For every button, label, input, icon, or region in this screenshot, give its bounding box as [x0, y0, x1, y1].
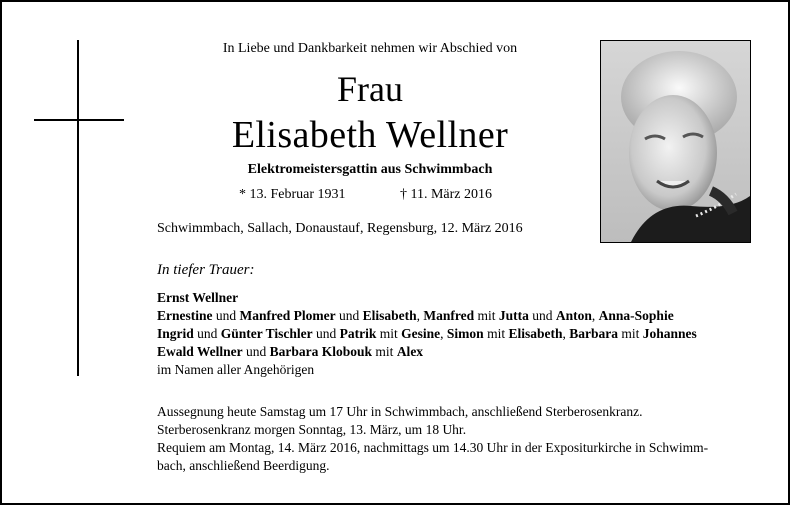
mourner-name: Manfred Plomer — [239, 308, 336, 323]
connector: und — [242, 344, 270, 359]
connector: mit — [372, 344, 397, 359]
death-date: † 11. März 2016 — [400, 187, 493, 202]
ceremony-line: bach, anschließend Beerdigung. — [157, 458, 330, 473]
connector: mit — [376, 326, 402, 341]
mourner-name: Simon — [446, 326, 484, 341]
connector: und — [193, 326, 221, 341]
mourner-name: Günter Tischler — [220, 326, 313, 341]
connector: und — [335, 308, 363, 323]
mourner-name: Elisabeth — [362, 308, 417, 323]
cross-vertical-bar — [77, 40, 79, 376]
connector: mit — [617, 326, 643, 341]
mourner-name: Barbara Klobouk — [269, 344, 373, 359]
birth-date: * 13. Februar 1931 — [239, 187, 346, 202]
salutation: Frau — [337, 69, 403, 109]
deceased-name: Elisabeth Wellner — [231, 114, 509, 156]
intro-text: In Liebe und Dankbarkeit nehmen wir Abschied von — [222, 41, 518, 56]
mourning-label: In tiefer Trauer: — [157, 262, 255, 278]
mourner-name: Alex — [396, 344, 424, 359]
mourner-name: Ernestine — [157, 308, 213, 323]
connector: und — [212, 308, 240, 323]
mourner-name: Johannes — [642, 326, 697, 341]
connector: und — [312, 326, 340, 341]
connector: mit — [483, 326, 509, 341]
connector: , — [440, 326, 447, 341]
places-and-date: Schwimmbach, Sallach, Donaustauf, Regensburg, 12. März 2016 — [157, 221, 523, 236]
mourner-name: Manfred — [423, 308, 475, 323]
portrait-photo — [600, 40, 751, 243]
ceremony-line: Requiem am Montag, 14. März 2016, nachmittags um 14.30 Uhr in der Expositurkirche in Schwimm- — [157, 440, 709, 455]
mourner-name: Ernst Wellner — [157, 290, 239, 305]
mourner-name: Barbara — [569, 326, 618, 341]
mourner-name: Ingrid — [157, 326, 194, 341]
connector: , — [591, 308, 599, 323]
mourner-name: Patrik — [339, 326, 377, 341]
mourners-line — [157, 307, 767, 325]
mourner-name: Anna-Sophie — [598, 308, 674, 323]
connector: , — [416, 308, 424, 323]
mourners-line — [157, 325, 767, 343]
connector: , — [562, 326, 570, 341]
mourner-name: Ewald Wellner — [157, 344, 243, 359]
connector: mit — [474, 308, 499, 323]
mourners-line — [157, 289, 767, 307]
mourners-closing: im Namen aller Angehörigen — [157, 362, 315, 377]
ceremony-line: Sterberosenkranz morgen Sonntag, 13. März, um 18 Uhr. — [157, 422, 467, 437]
cross-horizontal-bar — [34, 119, 124, 121]
mourner-name: Jutta — [498, 308, 529, 323]
ceremony-info — [157, 403, 767, 475]
mourner-name: Elisabeth — [508, 326, 563, 341]
mourner-name: Gesine — [401, 326, 441, 341]
connector: und — [528, 308, 556, 323]
mourners-list — [157, 289, 767, 379]
deceased-subtitle: Elektromeistersgattin aus Schwimmbach — [247, 162, 493, 177]
mourners-line — [157, 343, 767, 361]
ceremony-line: Aussegnung heute Samstag um 17 Uhr in Schwimmbach, anschließend Sterberosenkranz. — [157, 404, 643, 419]
mourner-name: Anton — [555, 308, 592, 323]
